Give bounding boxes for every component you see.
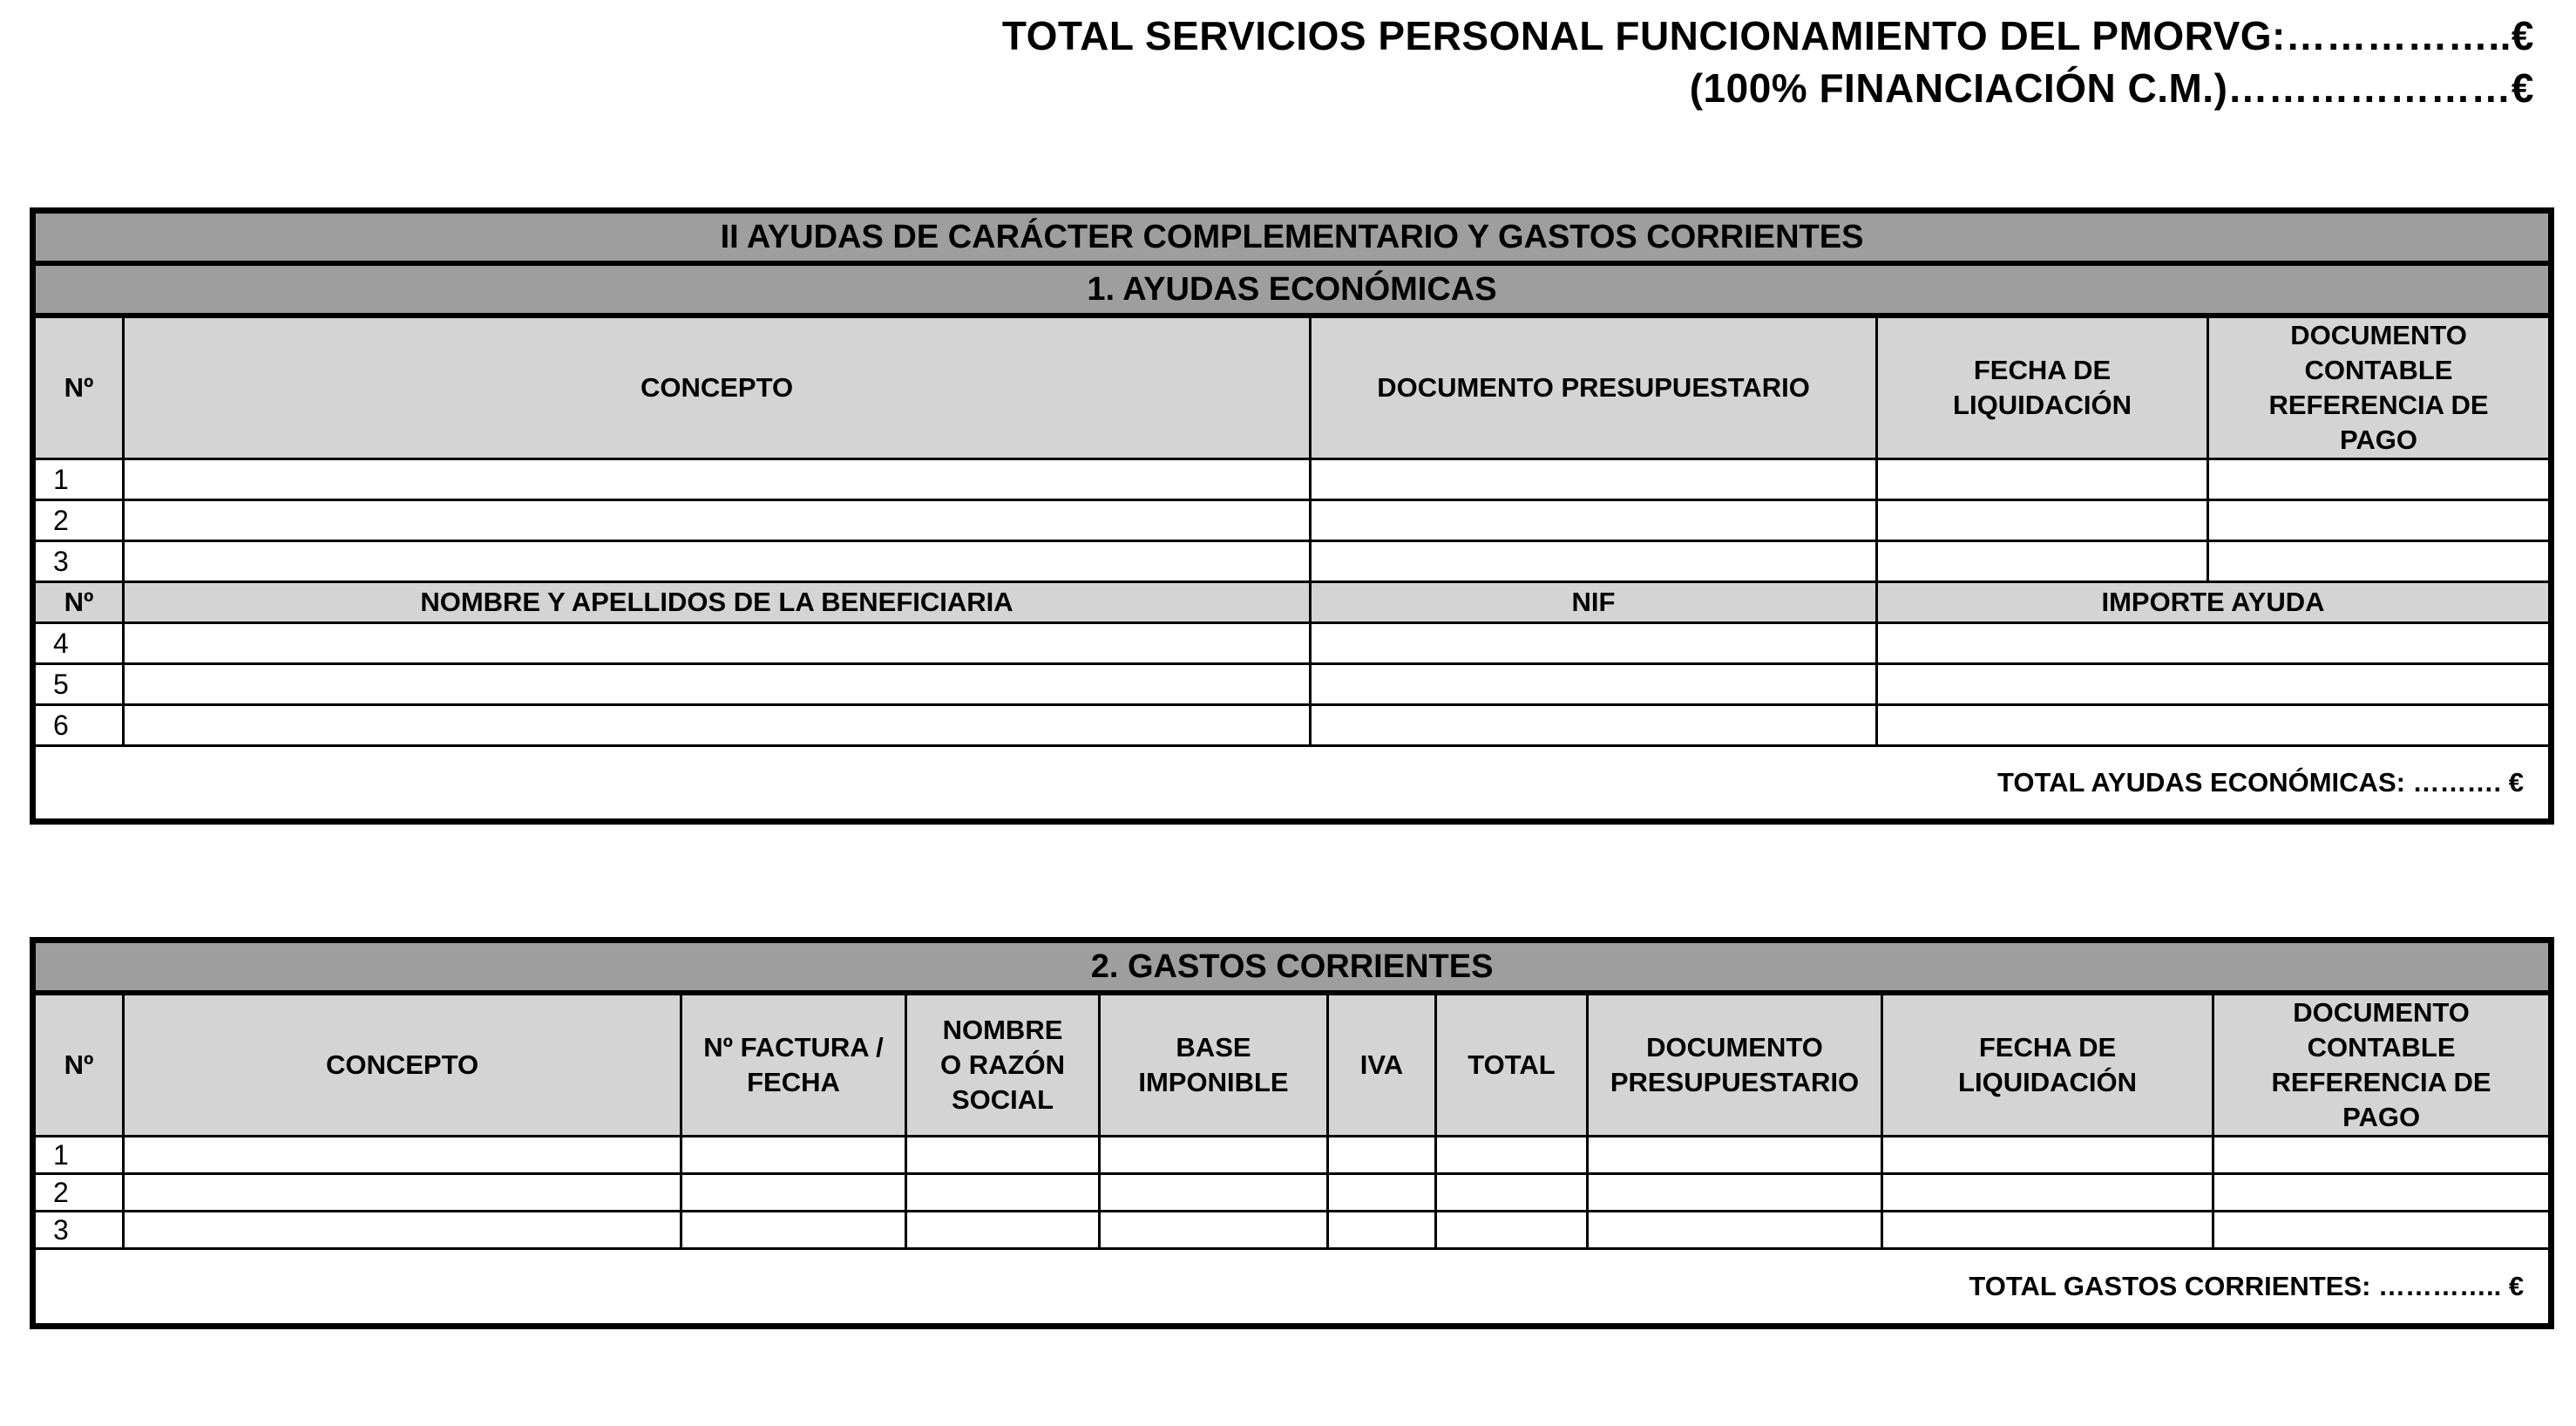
row-number: 6: [33, 705, 124, 746]
table-row: [33, 623, 2552, 664]
factura-fecha-cell[interactable]: [681, 1212, 906, 1249]
importe-ayuda-cell[interactable]: [1877, 705, 2552, 746]
iva-cell[interactable]: [1328, 1137, 1436, 1174]
concepto-cell[interactable]: [124, 1137, 681, 1174]
documento-contable-cell[interactable]: [2213, 1137, 2552, 1174]
fecha-liquidacion-cell[interactable]: [1877, 500, 2208, 541]
row-number: 3: [33, 541, 124, 582]
concepto-cell[interactable]: [124, 541, 1311, 582]
iva-cell[interactable]: [1328, 1212, 1436, 1249]
fecha-liquidacion-cell[interactable]: [1882, 1212, 2213, 1249]
documento-contable-cell[interactable]: [2208, 459, 2552, 500]
col-header-num: Nº: [33, 316, 124, 459]
documento-contable-cell[interactable]: [2213, 1174, 2552, 1212]
nombre-apellidos-cell[interactable]: [124, 705, 1311, 746]
documento-presupuestario-cell[interactable]: [1311, 459, 1877, 500]
importe-ayuda-cell[interactable]: [1877, 664, 2552, 705]
iva-cell[interactable]: [1328, 1174, 1436, 1212]
table-row: [33, 664, 2552, 705]
ayudas-title: 1. AYUDAS ECONÓMICAS: [33, 263, 2552, 316]
documento-presupuestario-cell[interactable]: [1311, 541, 1877, 582]
col-header-base-imponible: BASE IMPONIBLE: [1100, 993, 1328, 1137]
razon-social-cell[interactable]: [906, 1212, 1100, 1249]
table-row: [33, 1137, 2552, 1174]
base-imponible-cell[interactable]: [1100, 1137, 1328, 1174]
documento-presupuestario-cell[interactable]: [1588, 1212, 1882, 1249]
col-header-nombre-apellidos: NOMBRE Y APELLIDOS DE LA BENEFICIARIA: [124, 582, 1311, 623]
factura-fecha-cell[interactable]: [681, 1174, 906, 1212]
col-header-fecha-liquidacion: FECHA DE LIQUIDACIÓN: [1877, 316, 2208, 459]
nif-cell[interactable]: [1311, 705, 1877, 746]
documento-contable-cell[interactable]: [2213, 1212, 2552, 1249]
total-cell[interactable]: [1436, 1137, 1588, 1174]
col-header-documento-contable: DOCUMENTO CONTABLE REFERENCIA DE PAGO: [2208, 316, 2552, 459]
col-header-num: Nº: [33, 993, 124, 1137]
nif-cell[interactable]: [1311, 623, 1877, 664]
concepto-cell[interactable]: [124, 459, 1311, 500]
table-row: [33, 705, 2552, 746]
row-number: 2: [33, 500, 124, 541]
documento-presupuestario-cell[interactable]: [1311, 500, 1877, 541]
row-number: 1: [33, 1137, 124, 1174]
col-header-total: TOTAL: [1436, 993, 1588, 1137]
col-header-importe-ayuda: IMPORTE AYUDA: [1877, 582, 2552, 623]
col-header-documento-presupuestario: DOCUMENTO PRESUPUESTARIO: [1311, 316, 1877, 459]
fecha-liquidacion-cell[interactable]: [1882, 1174, 2213, 1212]
table-row: [33, 500, 2552, 541]
col-header-iva: IVA: [1328, 993, 1436, 1137]
concepto-cell[interactable]: [124, 500, 1311, 541]
col-header-num-beneficiaria: Nº: [33, 582, 124, 623]
total-cell[interactable]: [1436, 1174, 1588, 1212]
gastos-corrientes-table: [30, 937, 2554, 1329]
col-header-factura-fecha: Nº FACTURA / FECHA: [681, 993, 906, 1137]
table-row: [33, 1212, 2552, 1249]
row-number: 1: [33, 459, 124, 500]
row-number: 2: [33, 1174, 124, 1212]
section-title: II AYUDAS DE CARÁCTER COMPLEMENTARIO Y GASTOS CORRIENTES: [33, 211, 2552, 264]
col-header-nombre-razon-social: NOMBRE O RAZÓN SOCIAL: [906, 993, 1100, 1137]
fecha-liquidacion-cell[interactable]: [1877, 541, 2208, 582]
razon-social-cell[interactable]: [906, 1137, 1100, 1174]
total-cell[interactable]: [1436, 1212, 1588, 1249]
col-header-nif: NIF: [1311, 582, 1877, 623]
fecha-liquidacion-cell[interactable]: [1882, 1137, 2213, 1174]
gastos-title: 2. GASTOS CORRIENTES: [33, 940, 2552, 994]
factura-fecha-cell[interactable]: [681, 1137, 906, 1174]
ayudas-economicas-table: [30, 207, 2554, 825]
base-imponible-cell[interactable]: [1100, 1212, 1328, 1249]
row-number: 5: [33, 664, 124, 705]
col-header-fecha-liquidacion: FECHA DE LIQUIDACIÓN: [1882, 993, 2213, 1137]
total-ayudas-economicas: TOTAL AYUDAS ECONÓMICAS: ………. €: [33, 746, 2552, 822]
table-row: [33, 1174, 2552, 1212]
base-imponible-cell[interactable]: [1100, 1174, 1328, 1212]
concepto-cell[interactable]: [124, 1174, 681, 1212]
importe-ayuda-cell[interactable]: [1877, 623, 2552, 664]
documento-presupuestario-cell[interactable]: [1588, 1137, 1882, 1174]
documento-presupuestario-cell[interactable]: [1588, 1174, 1882, 1212]
nombre-apellidos-cell[interactable]: [124, 664, 1311, 705]
col-header-documento-contable: DOCUMENTO CONTABLE REFERENCIA DE PAGO: [2213, 993, 2552, 1137]
row-number: 4: [33, 623, 124, 664]
documento-contable-cell[interactable]: [2208, 500, 2552, 541]
header-financiacion: (100% FINANCIACIÓN C.M.)…………………€: [1689, 65, 2534, 111]
row-number: 3: [33, 1212, 124, 1249]
fecha-liquidacion-cell[interactable]: [1877, 459, 2208, 500]
razon-social-cell[interactable]: [906, 1174, 1100, 1212]
table-row: [33, 541, 2552, 582]
header-total-servicios: TOTAL SERVICIOS PERSONAL FUNCIONAMIENTO DEL PMORVG:……………..€: [1001, 13, 2534, 58]
table-row: [33, 459, 2552, 500]
col-header-documento-presupuestario: DOCUMENTO PRESUPUESTARIO: [1588, 993, 1882, 1137]
col-header-concepto: CONCEPTO: [124, 993, 681, 1137]
nif-cell[interactable]: [1311, 664, 1877, 705]
total-gastos-corrientes: TOTAL GASTOS CORRIENTES: ………….. €: [33, 1249, 2552, 1327]
col-header-concepto: CONCEPTO: [124, 316, 1311, 459]
documento-contable-cell[interactable]: [2208, 541, 2552, 582]
nombre-apellidos-cell[interactable]: [124, 623, 1311, 664]
concepto-cell[interactable]: [124, 1212, 681, 1249]
